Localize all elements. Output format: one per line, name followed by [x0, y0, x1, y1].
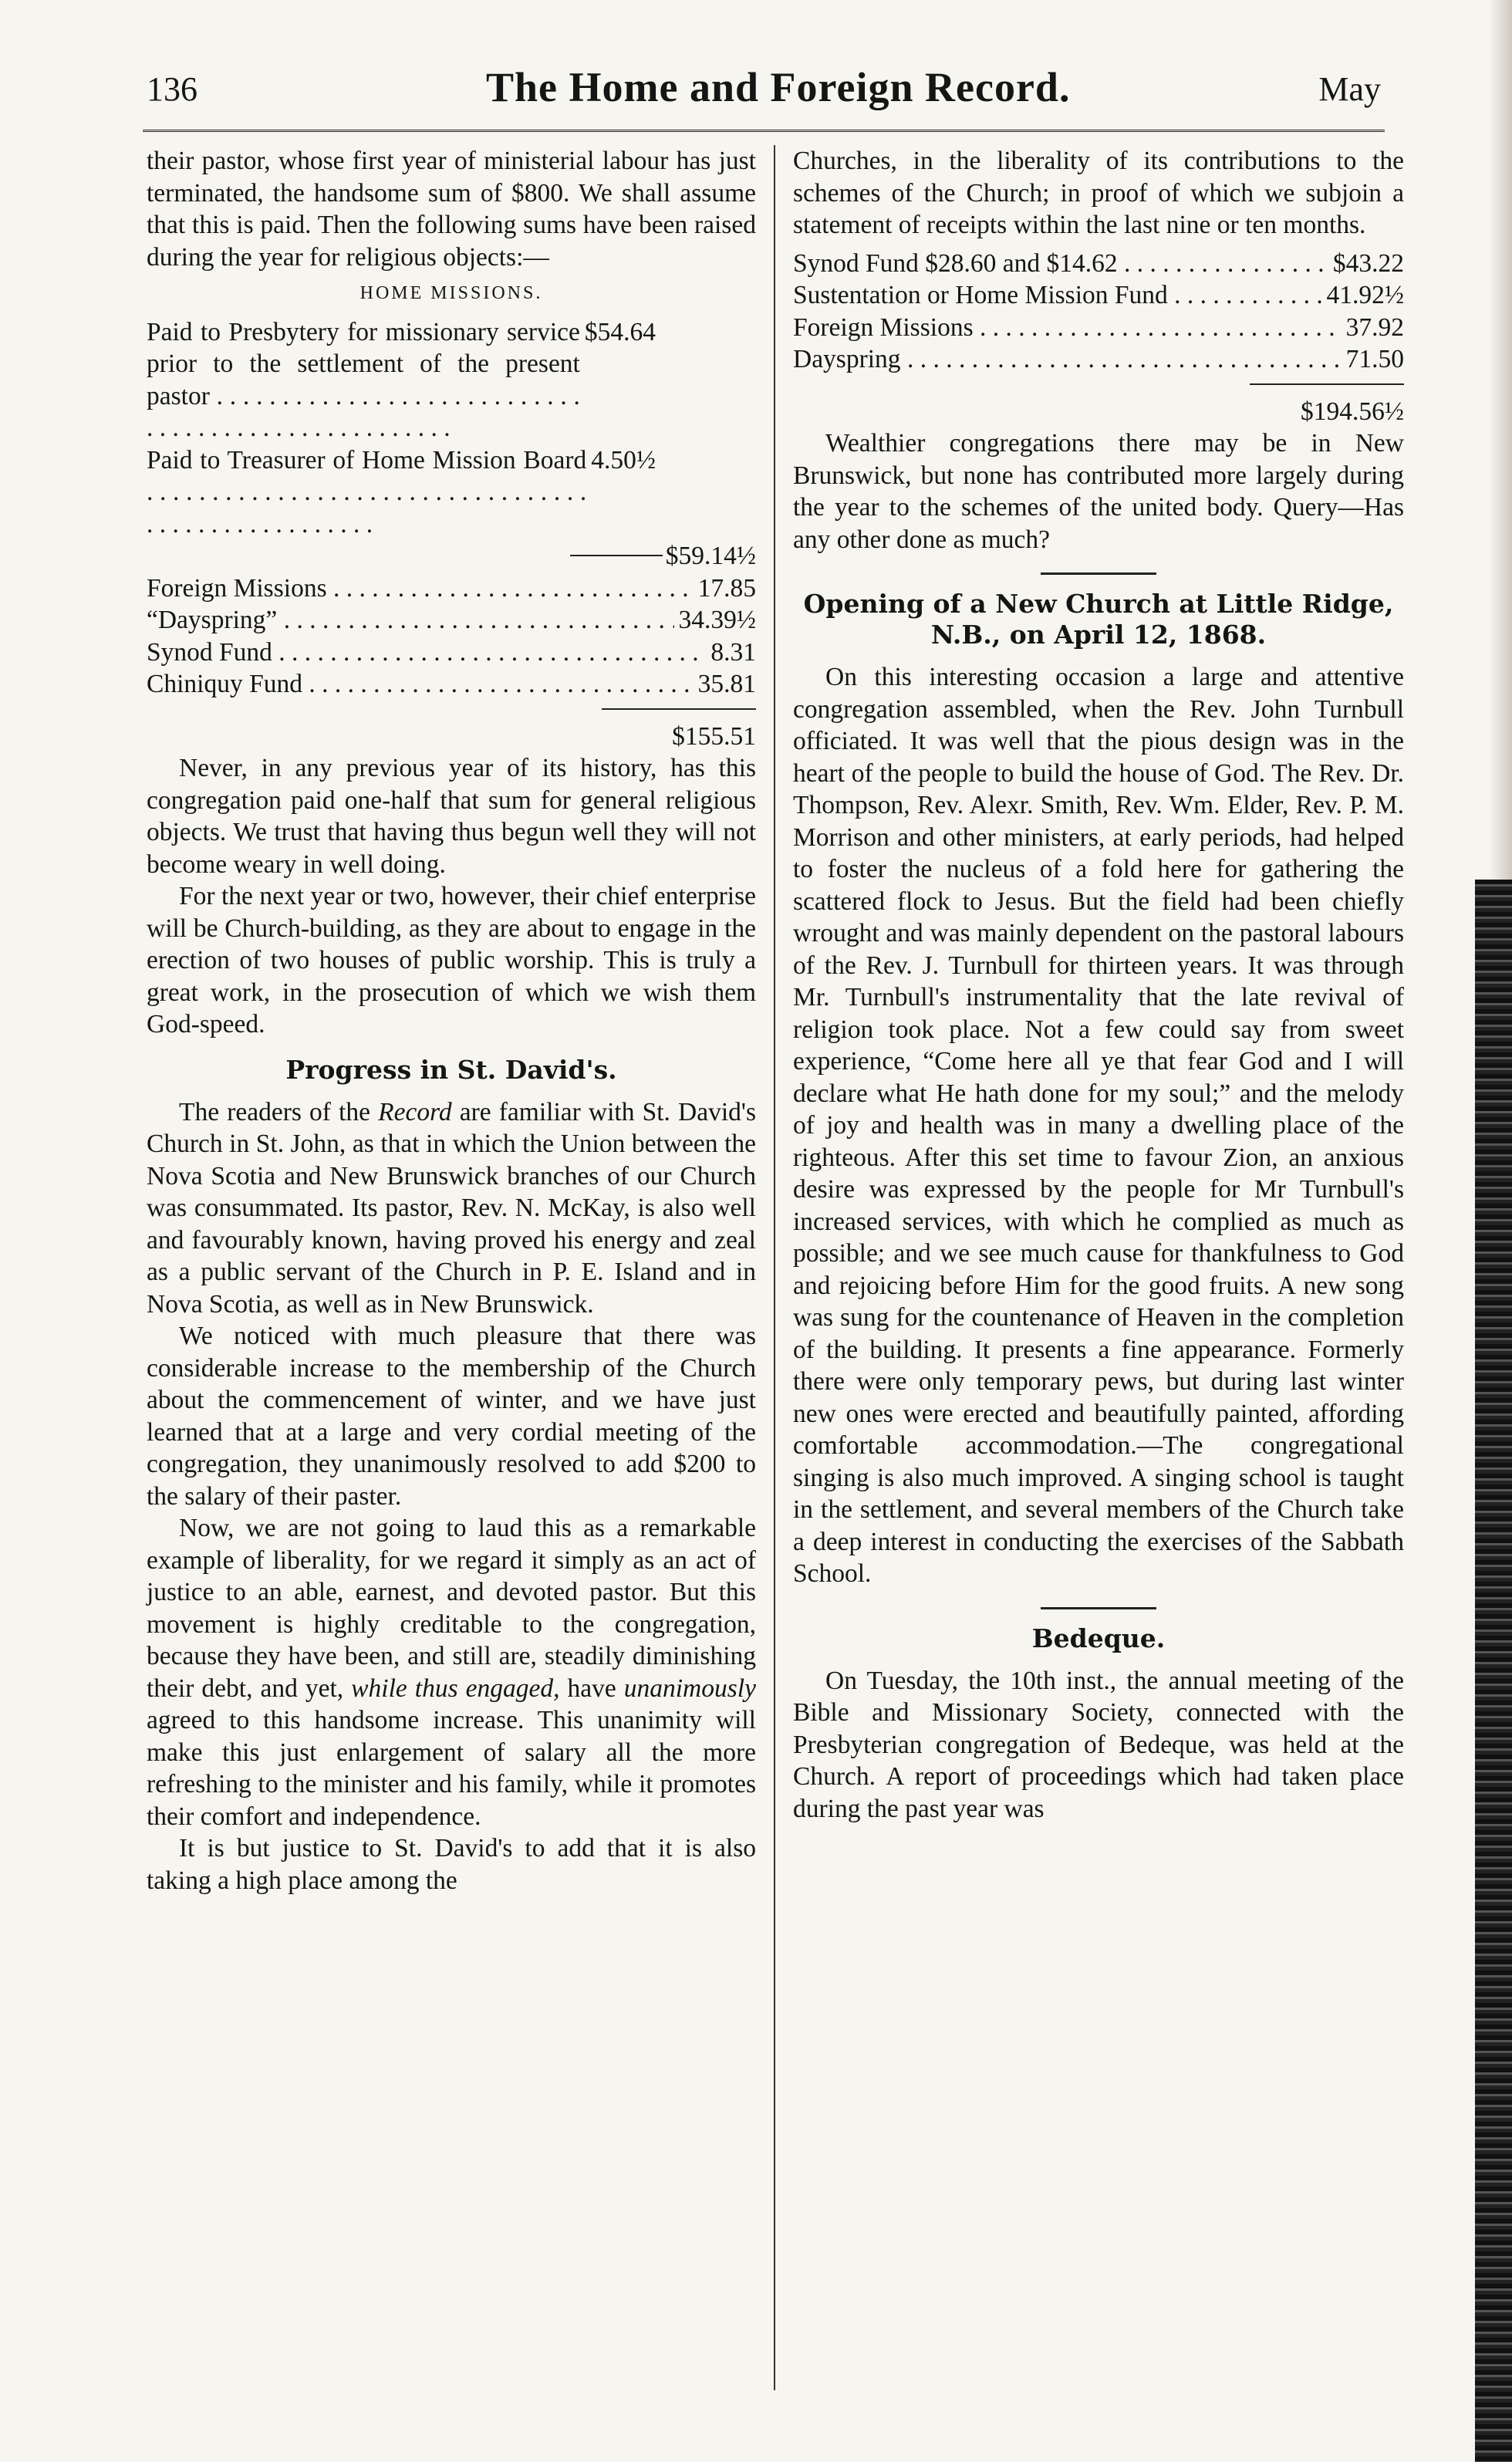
- section-separator: [1041, 572, 1156, 575]
- ledger-total: $155.51: [672, 721, 756, 751]
- ledger-amount: 35.81: [697, 670, 756, 698]
- subtotal-rule: [570, 555, 663, 556]
- section-heading-st-davids: Progress in St. David's.: [285, 1054, 617, 1085]
- paragraph: It is but justice to St. David's to add that it is also taking a high place among the: [147, 1834, 756, 1895]
- ledger-amount: 41.92½: [1326, 281, 1404, 309]
- ledger-row: [147, 572, 756, 605]
- total-rule: [602, 708, 756, 710]
- ledger-amount: $43.22: [1332, 248, 1404, 278]
- ledger-label: Dayspring . . .: [793, 343, 1342, 376]
- paragraph: Now, we are not going to laud this as a remarkable example of liberality, for we regard it simply as an act of justice to an able, earnest, and devoted pastor. But this movement is highly creditable to the congregation, because they have been, and still are, steadily diminishing their debt, and yet, while thus engaged, have unanimously agreed to this handsome increase. This unanimity will make this just enlargement of salary all the more refreshing to the minister and his family, while it promotes their comfort and independence.: [147, 1514, 756, 1831]
- ledger-label: Sustentation or Home Mission Fund . . .: [793, 279, 1322, 312]
- ledger-row: [793, 343, 1404, 376]
- right-column: [793, 145, 1404, 1825]
- page-edge-binding: [1475, 880, 1512, 2462]
- ledger-row: [147, 604, 756, 637]
- ledger-row: [793, 248, 1404, 280]
- paragraph: On this interesting occasion a large and attentive congregation assembled, when the Rev. John Turnbull officiated. It was well that the pious design was in the heart of the people to build the house of God. The Rev. Dr. Thompson, Rev. Alexr. Smith, Rev. Wm. Elder, Rev. P. M. Morrison and other ministers, at early periods, had helped to foster the nucleus of a fold here for gathering the scattered flock to Jesus. But the field had been chiefly wrought and was mainly dependent on the pastoral labours of the Rev. J. Turnbull for thirteen years. It was through Mr. Turnbull's instrumentality that the late revival of religion took place. Not a few could say from sweet experience, “Come here all ye that fear God and I will declare what He hath done for my soul;” and the melody of joy and health was in many a dwelling place of the righteous. After this set time to favour Zion, an anxious desire was expressed by the people for Mr Turnbull's increased services, with which he complied as much as possible; and we see much cause for thankfulness to God and rejoicing before Him for the good fruits. A new song was sung for the countenance of Heaven in the completion of the building. It presents a fine appearance. Formerly there were only temporary pews, but during last winter new ones were erected and beautifully painted, affording comfortable accommodation.—The congregational singing is also much improved. A singing school is taught in the settlement, and several members of the Church take a deep interest in conducting the exercises of the Sabbath School.: [793, 663, 1404, 1588]
- home-missions-ledger: [147, 316, 756, 753]
- ledger-label: Synod Fund . . .: [147, 637, 706, 669]
- ledger-row: [793, 312, 1404, 344]
- ledger-row: [147, 444, 756, 541]
- section-separator: [1041, 1607, 1156, 1609]
- page-header: [147, 63, 1381, 117]
- total-rule: [1250, 383, 1404, 385]
- header-rule: [143, 130, 1385, 132]
- ledger-label: Foreign Missions . . .: [793, 312, 1342, 344]
- ledger-label: Foreign Missions . . .: [147, 572, 694, 605]
- paragraph: The readers of the Record are familiar with St. David's Church in St. John, as that in which the Union between the Nova Scotia and New Brunswick branches of our Church was consummated. Its pastor, Rev. N. McKay, is also well and favourably known, having proved his energy and zeal as a public servant of the Church in P. E. Island and in Nova Scotia, as well as in New Brunswick.: [147, 1097, 756, 1319]
- journal-title: The Home and Foreign Record.: [486, 64, 1071, 110]
- paragraph: We noticed with much pleasure that there was considerable increase to the membership of the Church about the commencement of winter, and we have just learned that at a large and very cordial meeting of the congregation, they unanimously resolved to add $200 to the salary of their paster.: [147, 1322, 756, 1511]
- column-divider: [774, 145, 775, 2390]
- receipts-ledger: [793, 248, 1404, 428]
- ledger-total: $194.56½: [1301, 397, 1404, 426]
- ledger-row: [147, 316, 756, 444]
- ledger-label: Chiniquy Fund . . .: [147, 668, 694, 701]
- subtotal-amount: $59.14½: [665, 542, 756, 570]
- left-column: [147, 145, 756, 1896]
- right-intro: Churches, in the liberality of its contributions to the schemes of the Church; in proof of which we subjoin a statement of receipts within the last nine or ten months.: [793, 147, 1404, 239]
- paragraph: For the next year or two, however, their chief enterprise will be Church-building, as they are about to engage in the erection of two houses of public worship. This is truly a great work, in the prosecution of which we wish them God-speed.: [147, 882, 756, 1038]
- ledger-row: [793, 279, 1404, 312]
- ledger-amount: 17.85: [697, 573, 756, 603]
- ledger-row: [147, 668, 756, 701]
- left-intro: their pastor, whose first year of ministerial labour has just terminated, the handsome sum of $800. We shall assume that this is paid. Then the following sums have been raised during the year for religious objects:—: [147, 147, 756, 272]
- section-heading-bedeque: Bedeque.: [1031, 1623, 1166, 1653]
- paragraph: On Tuesday, the 10th inst., the annual meeting of the Bible and Missionary Society, connected with the Presbyterian congregation of Bedeque, was held at the Church. A report of proceedings which had taken place during the past year was: [793, 1666, 1404, 1823]
- ledger-amount: 37.92: [1345, 312, 1404, 342]
- section-heading-little-ridge: Opening of a New Church at Little Ridge, N.B., on April 12, 1868.: [803, 589, 1394, 650]
- issue-month: May: [1318, 70, 1381, 108]
- ledger-label: Paid to Presbytery for missionary service prior to the settlement of the present pastor . . .: [147, 316, 580, 444]
- home-missions-heading: HOME MISSIONS.: [359, 283, 543, 303]
- page-edge-shadow: [1489, 0, 1512, 880]
- ledger-label: Paid to Treasurer of Home Mission Board . . .: [147, 444, 586, 541]
- page-number: 136: [147, 70, 197, 108]
- paragraph: Wealthier congregations there may be in New Brunswick, but none has contributed more largely during the year to the schemes of the united body. Query—Has any other done as much?: [793, 429, 1404, 554]
- ledger-amount: 34.39½: [678, 606, 756, 634]
- ledger-subtotal: [147, 540, 756, 572]
- ledger-label: “Dayspring” . . .: [147, 604, 674, 637]
- ledger-amount: 71.50: [1345, 345, 1404, 373]
- ledger-amount: 8.31: [710, 637, 756, 667]
- ledger-amount: $54.64: [584, 317, 656, 346]
- ledger-amount: 4.50½: [591, 445, 656, 475]
- paragraph: Never, in any previous year of its history, has this congregation paid one-half that sum for general religious objects. We trust that having thus begun well they will not become weary in well doing.: [147, 754, 756, 879]
- ledger-row: [147, 637, 756, 669]
- ledger-label: Synod Fund $28.60 and $14.62 . . .: [793, 248, 1328, 280]
